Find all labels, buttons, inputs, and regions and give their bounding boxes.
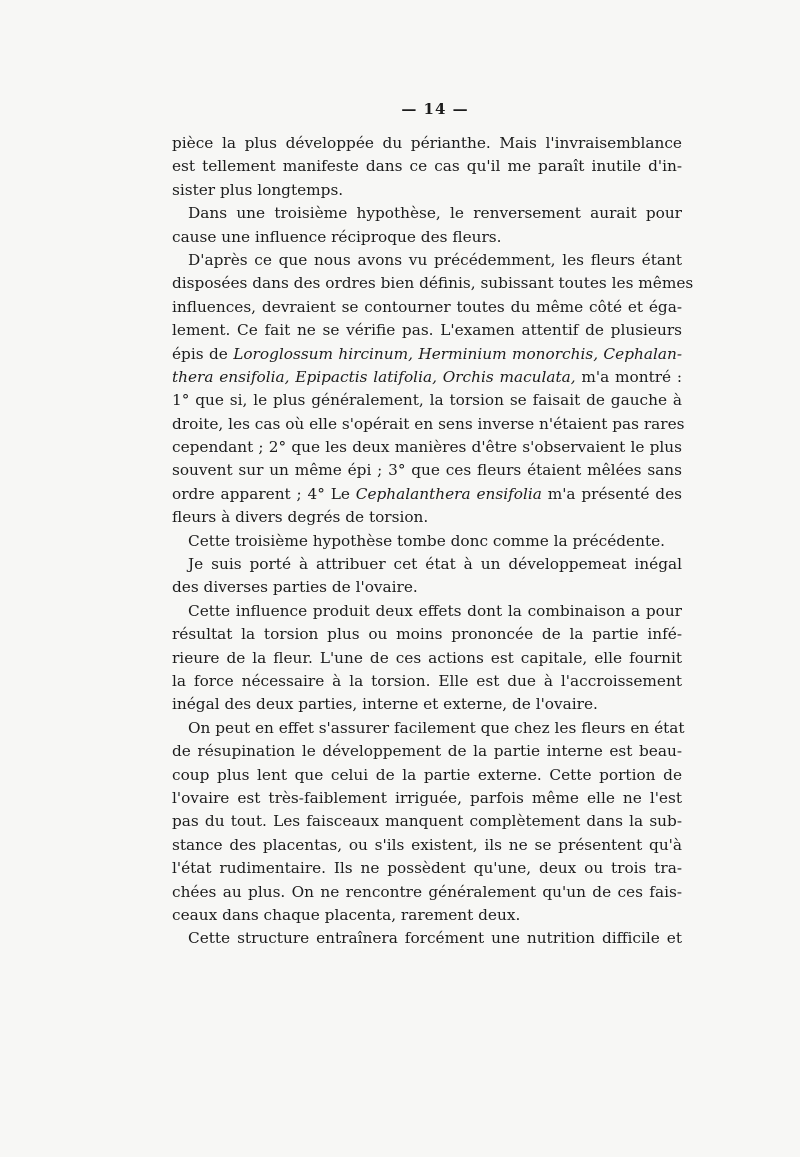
text-line: lement. Ce fait ne se vérifie pas. L'examen attentif de plusieurs (172, 321, 682, 340)
text-line (172, 343, 682, 366)
italic-text: Loroglossum hircinum, Herminium monorchis, Cephalan- (233, 344, 682, 363)
text-line: pièce la plus développée du périanthe. Mais l'invraisemblance (172, 134, 682, 152)
text-line: Dans une troisième hypothèse, le renversement aurait pour (188, 204, 682, 223)
paragraph (172, 249, 694, 530)
text-line: inégal des deux parties, interne et externe, de l'ovaire. (172, 695, 598, 714)
text-line: coup plus lent que celui de la partie externe. Cette portion de (172, 765, 682, 784)
text-segment: m'a montré : (575, 367, 682, 386)
text-line: pas du tout. Les faisceaux manquent complètement dans la sub- (172, 812, 682, 831)
text-segment: ordre apparent ; 4° Le (172, 484, 356, 503)
text-line: disposées dans des ordres bien définis, subissant toutes les mêmes (172, 274, 694, 293)
italic-text: thera ensifolia, Epipactis latifolia, Orchis maculata, (172, 367, 576, 386)
italic-text: Cephalanthera ensifolia (355, 484, 542, 503)
body-text (172, 132, 694, 951)
text-line: cependant ; 2° que les deux manières d'être s'observaient le plus (172, 438, 682, 457)
text-line: résultat la torsion plus ou moins prononcée de la partie infé- (172, 625, 682, 644)
text-line: Cette structure entraînera forcément une nutrition difficile et (188, 929, 682, 948)
paragraph (172, 927, 682, 950)
text-line: D'après ce que nous avons vu précédemment, les fleurs étant (188, 250, 682, 269)
text-line: chées au plus. On ne rencontre généralement qu'un de ces fais- (172, 882, 682, 901)
text-line: l'état rudimentaire. Ils ne possèdent qu'une, deux ou trois tra- (172, 859, 682, 878)
text-line: souvent sur un même épi ; 3° que ces fleurs étaient mêlées sans (172, 461, 682, 480)
paragraph (172, 132, 682, 202)
text-line: stance des placentas, ou s'ils existent, ils ne se présentent qu'à (172, 835, 682, 854)
paragraph (172, 717, 685, 928)
text-line: influences, devraient se contourner toutes du même côté et éga- (172, 297, 682, 316)
text-segment: m'a présenté des (541, 484, 682, 503)
text-line: Cette troisième hypothèse tombe donc comme la précédente. (188, 531, 666, 550)
text-line: sister plus longtemps. (172, 180, 344, 199)
text-line: droite, les cas où elle s'opérait en sens inverse n'étaient pas rares (172, 414, 685, 433)
text-line: cause une influence réciproque des fleurs. (172, 227, 502, 246)
text-line: Cette influence produit deux effets dont la combinaison a pour (188, 601, 682, 620)
paragraph (172, 202, 682, 249)
paragraph (172, 600, 682, 717)
text-line: la force nécessaire à la torsion. Elle est due à l'accroissement (172, 671, 682, 690)
text-line: ceaux dans chaque placenta, rarement deux. (172, 905, 521, 924)
text-line (172, 483, 682, 506)
text-line: 1° que si, le plus généralement, la torsion se faisait de gauche à (172, 391, 682, 410)
paragraph (172, 553, 682, 600)
text-line (172, 366, 682, 389)
text-line: On peut en effet s'assurer facilement que chez les fleurs en état (188, 718, 685, 737)
paragraph (172, 530, 682, 553)
text-line: Je suis porté à attribuer cet état à un développemeat inégal (188, 555, 682, 574)
text-line: rieure de la fleur. L'une de ces actions est capitale, elle fournit (172, 648, 682, 667)
text-line: fleurs à divers degrés de torsion. (172, 508, 429, 527)
text-line: de résupination le développement de la partie interne est beau- (172, 742, 682, 761)
text-line: des diverses parties de l'ovaire. (172, 578, 418, 597)
text-line: est tellement manifeste dans ce cas qu'il me paraît inutile d'in- (172, 157, 682, 176)
text-line: l'ovaire est très-faiblement irriguée, parfois même elle ne l'est (172, 788, 682, 807)
text-segment: épis de (172, 344, 234, 363)
page-number: — 14 — (401, 100, 469, 118)
